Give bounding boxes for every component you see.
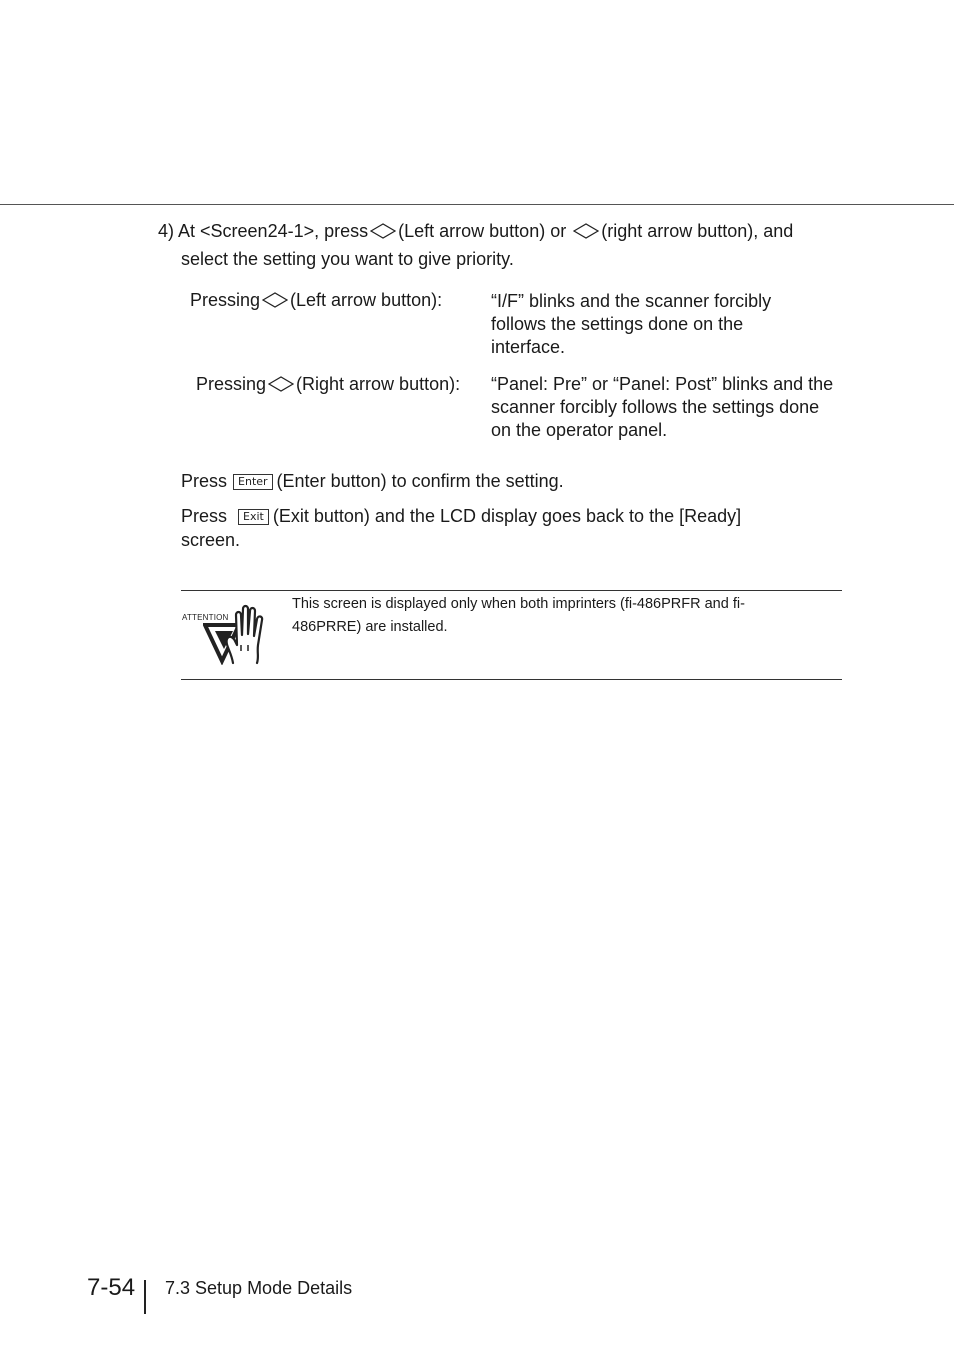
step4-text-b: (Left arrow button) or: [398, 221, 567, 241]
exit-pre: Press: [181, 506, 228, 526]
option-right-label-post: (Right arrow button):: [296, 374, 461, 394]
option-left-label: [190, 289, 442, 312]
page-number: 7-54: [87, 1274, 136, 1301]
attention-hand-icon: [203, 601, 275, 665]
exit-instruction-line2: screen.: [181, 530, 241, 550]
exit-post: (Exit button) and the LCD display goes back to the [Ready]: [272, 506, 742, 526]
footer-section-title: 7.3 Setup Mode Details: [165, 1278, 353, 1298]
exit-instruction: [181, 505, 741, 528]
step4-line2: select the setting you want to give priority.: [181, 249, 514, 269]
option-right-label-pre: Pressing: [196, 374, 267, 394]
attention-text: This screen is displayed only when both imprinters (fi-486PRFR and fi-486PRRE) are installed.: [292, 596, 745, 635]
step4-text-a: 4) At <Screen24-1>, press: [158, 221, 369, 241]
option-left-description: “I/F” blinks and the scanner forcibly follows the settings done on the interface.: [491, 291, 772, 357]
option-left-label-pre: Pressing: [190, 290, 261, 310]
header-rule: [0, 204, 954, 205]
attention-bottom-rule: [181, 679, 842, 680]
step4-line1: [158, 220, 793, 243]
attention-top-rule: [181, 590, 842, 591]
option-right-label: [196, 373, 460, 396]
option-right-description: “Panel: Pre” or “Panel: Post” blinks and the scanner forcibly follows the settings done on the operator panel.: [491, 374, 834, 440]
enter-pre: Press: [181, 471, 228, 491]
footer-divider: [144, 1280, 146, 1314]
exit-key-icon: Exit: [238, 509, 269, 525]
enter-key-icon: Enter: [233, 474, 273, 490]
right-arrow-button-icon: [573, 223, 599, 239]
attention-label: ATTENTION: [182, 613, 229, 622]
enter-post: (Enter button) to confirm the setting.: [276, 471, 564, 491]
left-arrow-button-icon: [262, 292, 288, 308]
step4-text-c: (right arrow button), and: [601, 221, 794, 241]
option-left-label-post: (Left arrow button):: [290, 290, 443, 310]
left-arrow-button-icon: [370, 223, 396, 239]
right-arrow-button-icon: [268, 376, 294, 392]
enter-instruction: [181, 470, 564, 493]
